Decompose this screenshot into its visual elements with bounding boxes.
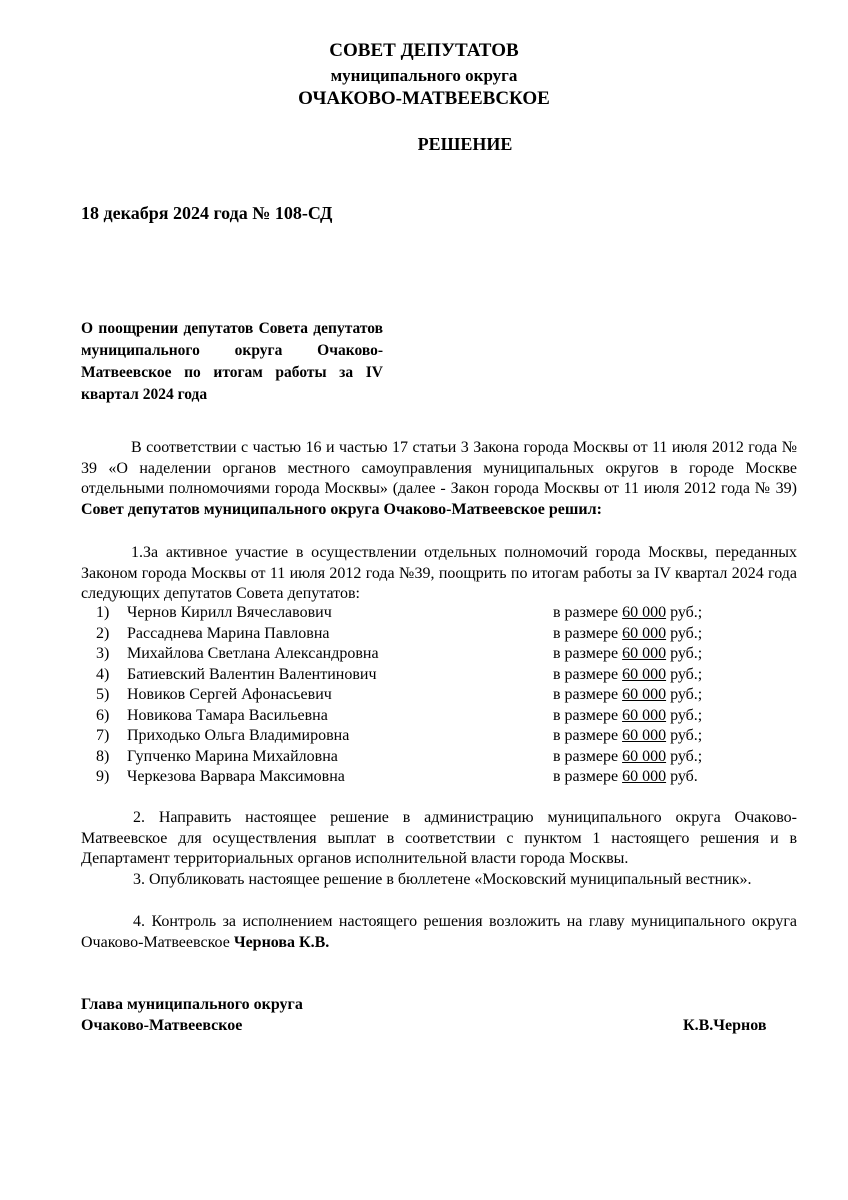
document-type: РЕШЕНИЕ bbox=[417, 134, 513, 154]
award-amount bbox=[553, 644, 702, 665]
amount-value: 60 000 bbox=[622, 624, 667, 642]
award-amount bbox=[553, 747, 702, 768]
amount-suffix: руб.; bbox=[666, 665, 703, 683]
amount-value: 60 000 bbox=[622, 727, 667, 744]
list-item-number: 1) bbox=[96, 604, 110, 621]
amount-prefix: в размере bbox=[553, 727, 623, 744]
amount-suffix: руб.; bbox=[666, 686, 703, 703]
list-item bbox=[81, 767, 797, 788]
amount-suffix: руб.; bbox=[666, 747, 703, 765]
award-amount bbox=[553, 726, 702, 747]
list-item-number: 7) bbox=[96, 727, 110, 744]
deputy-name: Чернов Кирилл Вячеславович bbox=[127, 604, 332, 621]
list-item-number: 6) bbox=[96, 706, 110, 724]
item4-text: 4. Контроль за исполнением настоящего решения возложить на главу муниципального округа Очаково-Матвеевское bbox=[81, 913, 797, 951]
amount-prefix: в размере bbox=[553, 686, 623, 703]
amount-suffix: руб.; bbox=[666, 624, 703, 642]
amount-prefix: в размере bbox=[553, 665, 623, 683]
award-amount bbox=[553, 603, 702, 624]
preamble-text: В соответствии с частью 16 и частью 17 статьи 3 Закона города Москвы от 11 июля 2012 года № 39 «О наделении органов местного самоуправления муниципальных округов в городе Москве отдельными полномочиями города Москвы» (далее - Закон города Москвы от 11 июля 2012 года № 39) bbox=[81, 439, 797, 497]
list-item bbox=[81, 685, 797, 706]
amount-value: 60 000 bbox=[622, 645, 667, 662]
signature-name: К.В.Чернов bbox=[683, 1017, 767, 1034]
list-item-number: 4) bbox=[96, 665, 110, 683]
list-item bbox=[81, 706, 797, 727]
list-item bbox=[81, 603, 797, 624]
amount-prefix: в размере bbox=[553, 624, 623, 642]
amount-prefix: в размере bbox=[553, 604, 623, 621]
list-item bbox=[81, 747, 797, 768]
list-item-number: 2) bbox=[96, 624, 110, 642]
deputy-name: Михайлова Светлана Александровна bbox=[127, 645, 379, 662]
amount-prefix: в размере bbox=[553, 706, 623, 724]
item3-paragraph: 3. Опубликовать настоящее решение в бюллетене «Московский муниципальный вестник». bbox=[133, 871, 752, 888]
list-item-number: 9) bbox=[96, 768, 110, 785]
list-item bbox=[81, 624, 797, 645]
amount-value: 60 000 bbox=[622, 768, 667, 785]
org-district: ОЧАКОВО-МАТВЕЕВСКОЕ bbox=[298, 88, 550, 109]
award-amount bbox=[553, 665, 702, 686]
amount-suffix: руб.; bbox=[666, 604, 703, 621]
amount-prefix: в размере bbox=[553, 768, 623, 785]
award-amount bbox=[553, 624, 702, 645]
award-amount bbox=[553, 767, 698, 788]
item2-paragraph: 2. Направить настоящее решение в администрацию муниципального округа Очаково-Матвеевское для осуществления выплат в соответствии с пунктом 1 настоящего решения и в Департамент территориальных органов исполнительной власти города Москвы. bbox=[81, 809, 797, 867]
org-subtitle: муниципального округа bbox=[330, 66, 518, 85]
amount-value: 60 000 bbox=[622, 686, 667, 703]
deputy-name: Новиков Сергей Афонасьевич bbox=[127, 686, 332, 703]
preamble-resolved: Совет депутатов муниципального округа Очаково-Матвеевское решил: bbox=[81, 500, 602, 518]
deputy-name: Рассаднева Марина Павловна bbox=[127, 624, 330, 642]
list-item-number: 3) bbox=[96, 645, 110, 662]
list-item-number: 8) bbox=[96, 747, 110, 765]
signature-title-line1: Глава муниципального округа bbox=[81, 996, 303, 1013]
deputy-name: Батиевский Валентин Валентинович bbox=[127, 665, 377, 683]
deputies-list bbox=[81, 603, 797, 788]
decision-subject: О поощрении депутатов Совета депутатов муниципального округа Очаково-Матвеевское по итогам работы за IV квартал 2024 года bbox=[81, 320, 383, 403]
award-amount bbox=[553, 706, 702, 727]
org-name: СОВЕТ ДЕПУТАТОВ bbox=[329, 40, 519, 61]
item4-paragraph bbox=[81, 912, 797, 953]
amount-suffix: руб.; bbox=[666, 645, 703, 662]
amount-prefix: в размере bbox=[553, 645, 623, 662]
list-item bbox=[81, 665, 797, 686]
deputy-name: Новикова Тамара Васильевна bbox=[127, 706, 328, 724]
amount-value: 60 000 bbox=[622, 604, 667, 621]
signature-title-line2: Очаково-Матвеевское bbox=[81, 1017, 243, 1034]
deputy-name: Приходько Ольга Владимировна bbox=[127, 727, 350, 744]
amount-prefix: в размере bbox=[553, 747, 623, 765]
amount-value: 60 000 bbox=[622, 665, 667, 683]
item4-responsible: Чернова К.В. bbox=[233, 933, 330, 951]
amount-suffix: руб.; bbox=[666, 706, 703, 724]
list-item bbox=[81, 644, 797, 665]
amount-suffix: руб.; bbox=[666, 727, 703, 744]
preamble-paragraph bbox=[81, 438, 797, 520]
amount-suffix: руб. bbox=[666, 768, 698, 785]
deputy-name: Черкезова Варвара Максимовна bbox=[127, 768, 345, 785]
amount-value: 60 000 bbox=[622, 747, 667, 765]
award-amount bbox=[553, 685, 702, 706]
list-item bbox=[81, 726, 797, 747]
deputy-name: Гупченко Марина Михайловна bbox=[127, 747, 338, 765]
list-item-number: 5) bbox=[96, 686, 110, 703]
item1-paragraph: 1.За активное участие в осуществлении отдельных полномочий города Москвы, переданных Законом города Москвы от 11 июля 2012 года №39, поощрить по итогам работы за IV квартал 2024 года следующих депутатов Совета депутатов: bbox=[81, 544, 797, 602]
amount-value: 60 000 bbox=[622, 706, 667, 724]
date-number: 18 декабря 2024 года № 108-СД bbox=[81, 203, 333, 223]
